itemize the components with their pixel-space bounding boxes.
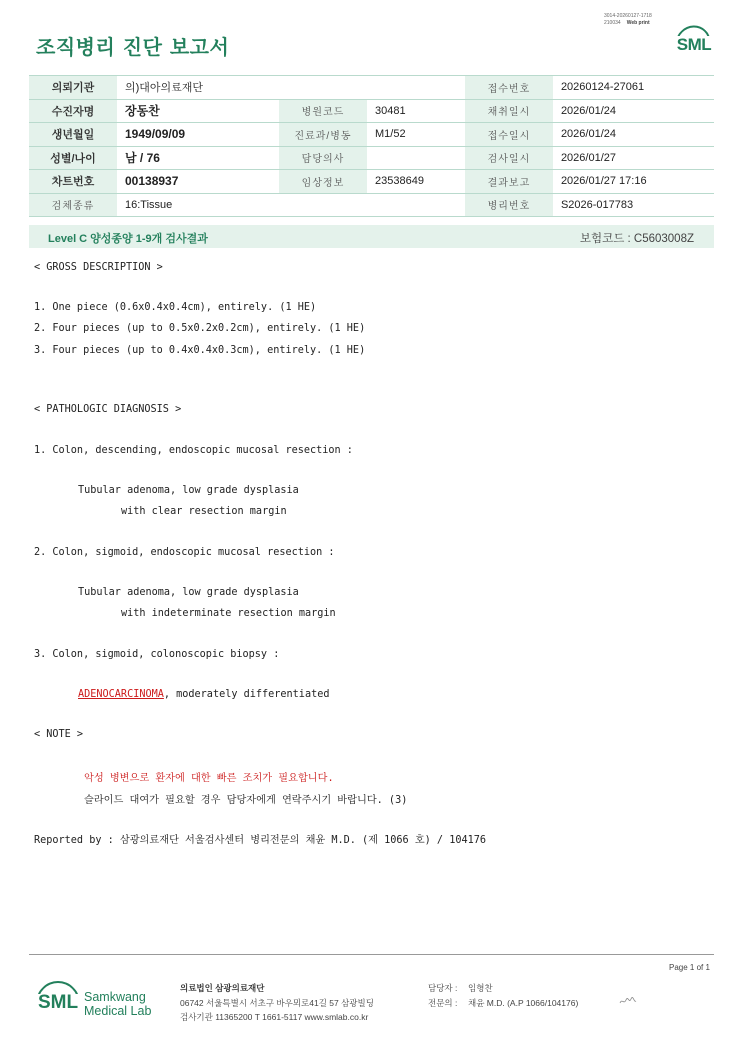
info-value: 2026/01/27 17:16 [553,170,714,194]
footer-divider [29,954,714,955]
footer-logo [36,981,156,1027]
info-value: 16:Tissue [117,193,279,217]
info-value: 2026/01/27 [553,146,714,170]
diagnosis-line: with indeterminate resection margin [121,608,336,619]
diagnosis-line: Tubular adenoma, low grade dysplasia [78,587,299,598]
logo-text: SML [674,36,714,53]
info-value: M1/52 [367,123,465,147]
info-label: 채취일시 [465,99,553,123]
info-empty [279,76,367,100]
info-value [367,146,465,170]
info-row [29,123,714,147]
slide-note: 슬라이드 대여가 필요할 경우 담당자에게 연락주시기 바랍니다. (3) [84,795,408,806]
info-label: 진료과/병동 [279,123,367,147]
info-empty [367,193,465,217]
lab-name-line: Samkwang [84,990,146,1004]
sml-logo [674,24,714,62]
gross-heading: < GROSS DESCRIPTION > [34,262,163,273]
info-label: 의뢰기관 [29,76,117,100]
info-empty [279,193,367,217]
footer-logo-text: SML [37,992,79,1013]
insurance-code: 보험코드 : C5603008Z [579,233,694,245]
info-value: 1949/09/09 [117,123,279,147]
print-meta [604,13,652,27]
info-label: 결과보고 [465,170,553,194]
specialist-label: 전문의 : [428,997,458,1008]
print-code: 3014-20260127-1718 [604,13,652,19]
info-label: 병원코드 [279,99,367,123]
info-label: 임상정보 [279,170,367,194]
print-code-2: 210034 [604,20,621,26]
info-value: 장동찬 [117,99,279,123]
report-title: 조직병리 진단 보고서 [36,35,230,59]
print-mode: Web print [626,20,650,26]
footer-org-info [180,981,374,1025]
urgent-note: 악성 병변으로 환자에 대한 빠른 조치가 필요합니다. [84,773,334,784]
info-value: 의)대아의료재단 [117,76,279,100]
lab-name-line: Medical Lab [84,1004,152,1018]
gross-item: 3. Four pieces (up to 0.4x0.4x0.3cm), entirely. (1 HE) [34,345,366,356]
gross-item: 2. Four pieces (up to 0.5x0.2x0.2cm), entirely. (1 HE) [34,323,366,334]
test-level-bar [29,225,714,248]
info-row [29,170,714,194]
report-body [34,262,486,846]
footer-staff [428,981,578,1010]
specialist-name: 채윤 M.D. (A.P 1066/104176) [468,997,579,1008]
lab-name [84,990,151,1018]
info-row [29,193,714,217]
info-value: 00138937 [117,170,279,194]
org-contact: 검사기관 11365200 T 1661-5117 www.smlab.co.kr [180,1012,369,1022]
info-label: 수진자명 [29,99,117,123]
info-value: 2026/01/24 [553,123,714,147]
diagnosis-heading: < PATHOLOGIC DIAGNOSIS > [34,404,182,415]
diagnosis-title: 1. Colon, descending, endoscopic mucosal resection : [34,445,353,456]
malignant-diagnosis: ADENOCARCINOMA [78,689,164,700]
info-value: 20260124-27061 [553,76,714,100]
diagnosis-title: 3. Colon, sigmoid, colonoscopic biopsy : [34,649,280,660]
info-label: 접수번호 [465,76,553,100]
info-value: 2026/01/24 [553,99,714,123]
info-label: 검체종류 [29,193,117,217]
diagnosis-line: with clear resection margin [121,506,287,517]
info-label: 검사일시 [465,146,553,170]
note-heading: < NOTE > [34,729,84,740]
info-row [29,76,714,100]
staff-name: 임형찬 [468,983,493,993]
page-number: Page 1 of 1 [669,963,710,972]
org-address: 06742 서울특별시 서초구 바우뫼로41길 57 삼광빌딩 [180,997,374,1008]
test-level: Level C 양성종양 1-9개 검사결과 [48,233,208,245]
info-row [29,99,714,123]
info-empty [367,76,465,100]
info-label: 차트번호 [29,170,117,194]
diagnosis-title: 2. Colon, sigmoid, endoscopic mucosal resection : [34,547,335,558]
info-label: 생년월일 [29,123,117,147]
org-name: 의료법인 삼광의료재단 [180,983,265,993]
info-label: 담당의사 [279,146,367,170]
info-row [29,146,714,170]
staff-label: 담당자 : [428,983,458,993]
reported-by: Reported by : 삼광의료재단 서울검사센터 병리전문의 채윤 M.D. (제 1066 호) / 104176 [34,835,486,846]
info-value: 남 / 76 [117,146,279,170]
info-value: 30481 [367,99,465,123]
info-label: 병리번호 [465,193,553,217]
diagnosis-line: Tubular adenoma, low grade dysplasia [78,485,299,496]
info-value: 23538649 [367,170,465,194]
info-label: 성별/나이 [29,146,117,170]
gross-item: 1. One piece (0.6x0.4x0.4cm), entirely. (1 HE) [34,302,317,313]
signature-icon [619,996,637,1006]
diagnosis-detail: , moderately differentiated [163,689,330,700]
info-value: S2026-017783 [553,193,714,217]
diagnosis-line [78,689,329,700]
info-label: 접수일시 [465,123,553,147]
patient-info-table [29,75,714,217]
